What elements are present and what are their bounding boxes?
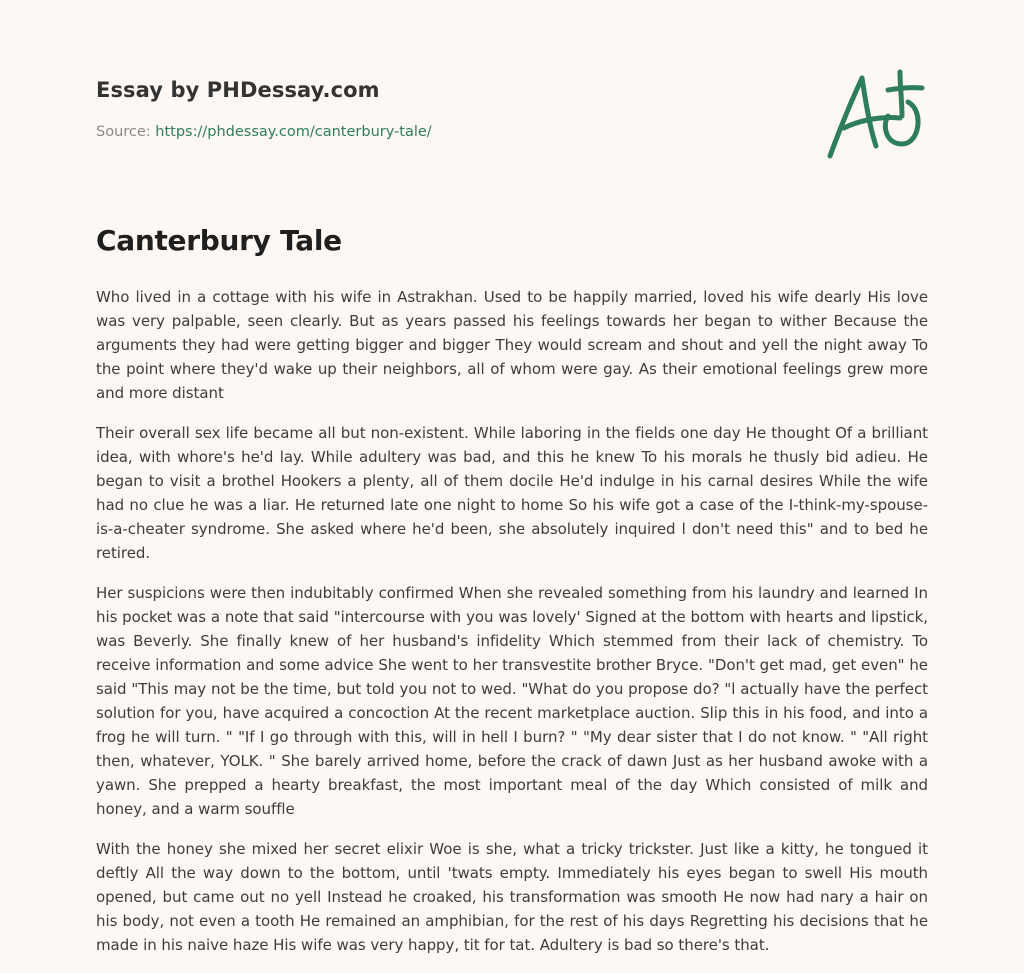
source-link[interactable]: https://phdessay.com/canterbury-tale/ xyxy=(155,124,432,140)
essay-paragraph: Who lived in a cottage with his wife in Astrakhan. Used to be happily married, loved his wife dearly His love was very palpable, seen clearly. But as years passed his feelings towards her began to wither Because the arguments they had were getting bigger and bigger They would scream and shout and yell the night away To the point where they'd wake up their neighbors, all of whom were gay. As their emotional feelings grew more and more distant xyxy=(96,288,928,402)
brand-title: Essay by PHDessay.com xyxy=(96,78,380,102)
essay-paragraph: Her suspicions were then indubitably confirmed When she revealed something from his laundry and learned In his pocket was a note that said "intercourse with you was lovely' Signed at the bottom with hearts and lipstick, was Beverly. She finally knew of her husband's infidelity Which stemmed from their lack of chemistry. To receive information and some advice She went to her transvestite brother Bryce. "Don't get mad, get even" he said "This may not be the time, but told you not to wed. "What do you propose do? "l actually have the perfect solution for you, have acquired a concoction At the recent marketplace auction. Slip this in his food, and into a frog he will turn. " "If I go through with this, will in hell I burn? " "My dear sister that I do not know. " "All right then, whatever, YOLK. " She barely arrived home, before the crack of dawn Just as her husband awoke with a yawn. She prepped a hearty breakfast, the most important meal of the day Which consisted of milk and honey, and a warm souffle xyxy=(96,584,928,818)
essay-title: Canterbury Tale xyxy=(96,224,342,257)
source-line xyxy=(96,124,432,140)
page-header xyxy=(96,72,928,182)
source-label: Source: xyxy=(96,124,151,140)
essay-paragraph: Their overall sex life became all but non-existent. While laboring in the fields one day He thought Of a brilliant idea, with whore's he'd lay. While adultery was bad, and this he knew To his morals he thusly bid adieu. He began to visit a brothel Hookers a plenty, all of them docile He'd indulge in his carnal desires While the wife had no clue he was a liar. He returned late one night to home So his wife got a case of the I-think-my-spouse-is-a-cheater syndrome. She asked where he'd been, she absolutely inquired l don't need this" and to bed he retired. xyxy=(96,424,928,562)
a-plus-logo-icon xyxy=(824,68,928,164)
essay-body xyxy=(96,285,928,973)
essay-paragraph: With the honey she mixed her secret elixir Woe is she, what a tricky trickster. Just like a kitty, he tongued it deftly All the way down to the bottom, until 'twats empty. Immediately his eyes began to swell His mouth opened, but came out no yell Instead he croaked, his transformation was smooth He now had nary a hair on his body, not even a tooth He remained an amphibian, for the rest of his days Regretting his decisions that he made in his naive haze His wife was very happy, tit for tat. Adultery is bad so there's that. xyxy=(96,840,928,954)
